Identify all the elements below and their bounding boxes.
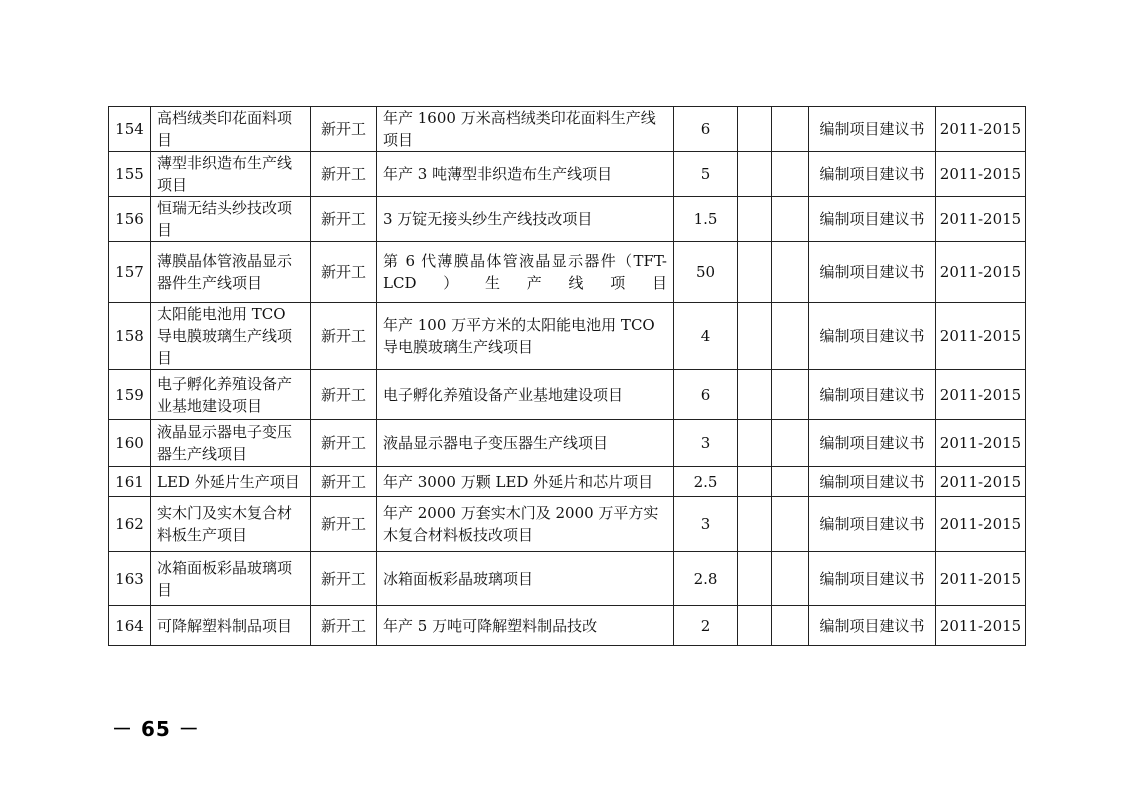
- empty-cell: [738, 420, 772, 467]
- investment-value: 5: [674, 152, 738, 197]
- investment-value: 6: [674, 370, 738, 420]
- project-type: 新开工: [311, 552, 377, 606]
- project-content: 液晶显示器电子变压器生产线项目: [377, 420, 674, 467]
- table-row: [109, 606, 1026, 646]
- project-content: 年产 3000 万颗 LED 外延片和芯片项目: [377, 467, 674, 497]
- investment-value: 2: [674, 606, 738, 646]
- row-number: 163: [109, 552, 151, 606]
- project-period: 2011-2015: [936, 242, 1026, 303]
- empty-cell: [772, 152, 809, 197]
- project-period: 2011-2015: [936, 552, 1026, 606]
- project-name: 恒瑞无结头纱技改项目: [151, 197, 311, 242]
- project-name: 可降解塑料制品项目: [151, 606, 311, 646]
- project-stage: 编制项目建议书: [809, 552, 936, 606]
- empty-cell: [772, 242, 809, 303]
- project-stage: 编制项目建议书: [809, 370, 936, 420]
- project-name: 实木门及实木复合材料板生产项目: [151, 497, 311, 552]
- project-type: 新开工: [311, 197, 377, 242]
- row-number: 161: [109, 467, 151, 497]
- table-body: [109, 107, 1026, 646]
- row-number: 157: [109, 242, 151, 303]
- project-stage: 编制项目建议书: [809, 420, 936, 467]
- table-row: [109, 370, 1026, 420]
- empty-cell: [738, 303, 772, 370]
- project-type: 新开工: [311, 420, 377, 467]
- project-type: 新开工: [311, 370, 377, 420]
- project-stage: 编制项目建议书: [809, 303, 936, 370]
- project-period: 2011-2015: [936, 606, 1026, 646]
- project-type: 新开工: [311, 303, 377, 370]
- empty-cell: [772, 552, 809, 606]
- empty-cell: [772, 467, 809, 497]
- project-content: 第 6 代薄膜晶体管液晶显示器件（TFT-LCD）生产线项目: [377, 242, 674, 303]
- empty-cell: [772, 370, 809, 420]
- project-type: 新开工: [311, 242, 377, 303]
- project-content: 电子孵化养殖设备产业基地建设项目: [377, 370, 674, 420]
- page-number: － 65 －: [112, 717, 200, 741]
- investment-value: 3: [674, 420, 738, 467]
- project-type: 新开工: [311, 497, 377, 552]
- project-table: [108, 106, 1026, 646]
- project-content: 年产 2000 万套实木门及 2000 万平方实木复合材料板技改项目: [377, 497, 674, 552]
- empty-cell: [738, 497, 772, 552]
- row-number: 162: [109, 497, 151, 552]
- empty-cell: [772, 420, 809, 467]
- empty-cell: [772, 606, 809, 646]
- project-stage: 编制项目建议书: [809, 497, 936, 552]
- project-period: 2011-2015: [936, 107, 1026, 152]
- row-number: 154: [109, 107, 151, 152]
- empty-cell: [738, 242, 772, 303]
- project-content: 3 万锭无接头纱生产线技改项目: [377, 197, 674, 242]
- project-period: 2011-2015: [936, 152, 1026, 197]
- empty-cell: [738, 552, 772, 606]
- empty-cell: [738, 152, 772, 197]
- project-stage: 编制项目建议书: [809, 197, 936, 242]
- investment-value: 3: [674, 497, 738, 552]
- project-period: 2011-2015: [936, 497, 1026, 552]
- project-name: 太阳能电池用 TCO 导电膜玻璃生产线项目: [151, 303, 311, 370]
- project-name: 薄型非织造布生产线项目: [151, 152, 311, 197]
- project-name: 液晶显示器电子变压器生产线项目: [151, 420, 311, 467]
- project-name: LED 外延片生产项目: [151, 467, 311, 497]
- empty-cell: [738, 467, 772, 497]
- project-stage: 编制项目建议书: [809, 107, 936, 152]
- investment-value: 2.5: [674, 467, 738, 497]
- empty-cell: [738, 197, 772, 242]
- project-stage: 编制项目建议书: [809, 467, 936, 497]
- investment-value: 50: [674, 242, 738, 303]
- project-name: 电子孵化养殖设备产业基地建设项目: [151, 370, 311, 420]
- table-row: [109, 107, 1026, 152]
- row-number: 156: [109, 197, 151, 242]
- empty-cell: [738, 370, 772, 420]
- empty-cell: [772, 197, 809, 242]
- project-content: 冰箱面板彩晶玻璃项目: [377, 552, 674, 606]
- project-period: 2011-2015: [936, 197, 1026, 242]
- empty-cell: [772, 107, 809, 152]
- table-row: [109, 152, 1026, 197]
- project-type: 新开工: [311, 107, 377, 152]
- project-period: 2011-2015: [936, 370, 1026, 420]
- row-number: 158: [109, 303, 151, 370]
- empty-cell: [738, 606, 772, 646]
- table-row: [109, 197, 1026, 242]
- project-period: 2011-2015: [936, 303, 1026, 370]
- row-number: 160: [109, 420, 151, 467]
- row-number: 159: [109, 370, 151, 420]
- project-period: 2011-2015: [936, 467, 1026, 497]
- table-row: [109, 420, 1026, 467]
- project-period: 2011-2015: [936, 420, 1026, 467]
- empty-cell: [772, 303, 809, 370]
- project-type: 新开工: [311, 467, 377, 497]
- empty-cell: [738, 107, 772, 152]
- investment-value: 2.8: [674, 552, 738, 606]
- project-content: 年产 3 吨薄型非织造布生产线项目: [377, 152, 674, 197]
- project-content: 年产 5 万吨可降解塑料制品技改: [377, 606, 674, 646]
- project-name: 高档绒类印花面料项目: [151, 107, 311, 152]
- table-row: [109, 552, 1026, 606]
- project-content: 年产 100 万平方米的太阳能电池用 TCO 导电膜玻璃生产线项目: [377, 303, 674, 370]
- project-stage: 编制项目建议书: [809, 152, 936, 197]
- project-type: 新开工: [311, 606, 377, 646]
- project-stage: 编制项目建议书: [809, 606, 936, 646]
- project-stage: 编制项目建议书: [809, 242, 936, 303]
- project-type: 新开工: [311, 152, 377, 197]
- investment-value: 1.5: [674, 197, 738, 242]
- empty-cell: [772, 497, 809, 552]
- project-name: 冰箱面板彩晶玻璃项目: [151, 552, 311, 606]
- table-row: [109, 497, 1026, 552]
- investment-value: 4: [674, 303, 738, 370]
- project-name: 薄膜晶体管液晶显示器件生产线项目: [151, 242, 311, 303]
- table-row: [109, 467, 1026, 497]
- row-number: 164: [109, 606, 151, 646]
- project-content: 年产 1600 万米高档绒类印花面料生产线项目: [377, 107, 674, 152]
- table-row: [109, 303, 1026, 370]
- row-number: 155: [109, 152, 151, 197]
- investment-value: 6: [674, 107, 738, 152]
- table-row: [109, 242, 1026, 303]
